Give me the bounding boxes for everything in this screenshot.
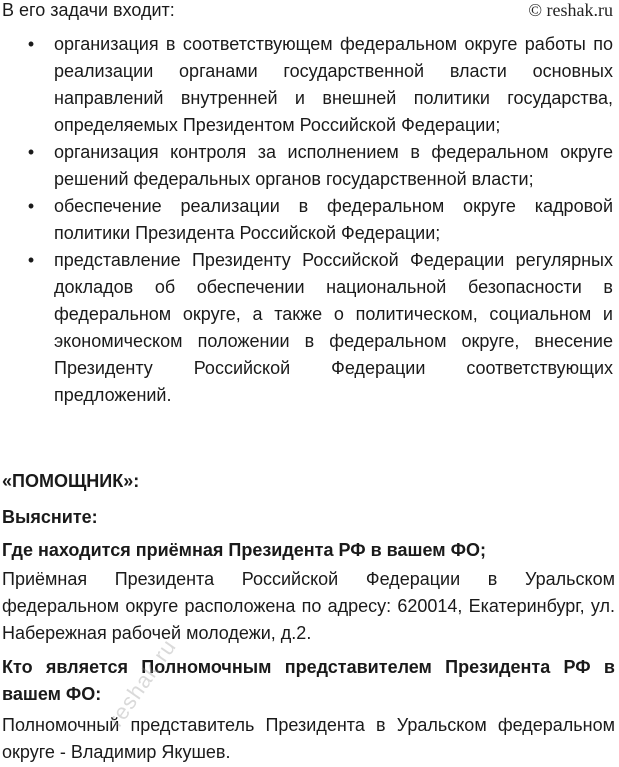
list-item: [0, 139, 619, 193]
copyright-label: © reshak.ru: [528, 0, 613, 20]
list-item-text: организация в соответствующем федеральном округе работы по реализации органами государственной власти основных направлений внутренней и внешней политики государства, определяемых Президентом Российской Федерации;: [54, 34, 613, 135]
intro-text: В его задачи входит:: [2, 0, 175, 20]
bullet-icon: •: [27, 142, 35, 162]
tasks-list: [0, 31, 619, 409]
list-item-text: представление Президенту Российской Федерации регулярных докладов об обеспечении национальной безопасности в федеральном округе, а также о политическом, социальном и экономическом положении в федеральном округе, внесение Президенту Российской Федерации соответствующих предложений.: [54, 250, 613, 405]
bullet-icon: •: [27, 250, 35, 270]
helper-heading: «ПОМОЩНИК»:: [2, 471, 140, 491]
bullet-icon: •: [27, 34, 35, 54]
question-reception: Где находится приёмная Президента РФ в вашем ФО;: [2, 540, 486, 560]
answer-representative: Полномочный представитель Президента в Уральском федеральном округе - Владимир Якушев.: [2, 715, 615, 762]
bullet-icon: •: [27, 196, 35, 216]
answer-reception: Приёмная Президента Российской Федерации в Уральском федеральном округе расположена по адресу: 620014, Екатеринбург, ул. Набережная рабочей молодежи, д.2.: [2, 569, 615, 643]
list-item-text: обеспечение реализации в федеральном округе кадровой политики Президента Российской Федерации;: [54, 196, 613, 243]
explain-heading: Выясните:: [2, 507, 98, 527]
watermark: reshak.ru: [102, 634, 182, 732]
list-item-text: организация контроля за исполнением в федеральном округе решений федеральных органов государственной власти;: [54, 142, 613, 189]
list-item: [0, 193, 619, 247]
list-item: [0, 247, 619, 409]
question-representative: Кто является Полномочным представителем Президента РФ в вашем ФО:: [2, 657, 615, 704]
list-item: [0, 31, 619, 139]
